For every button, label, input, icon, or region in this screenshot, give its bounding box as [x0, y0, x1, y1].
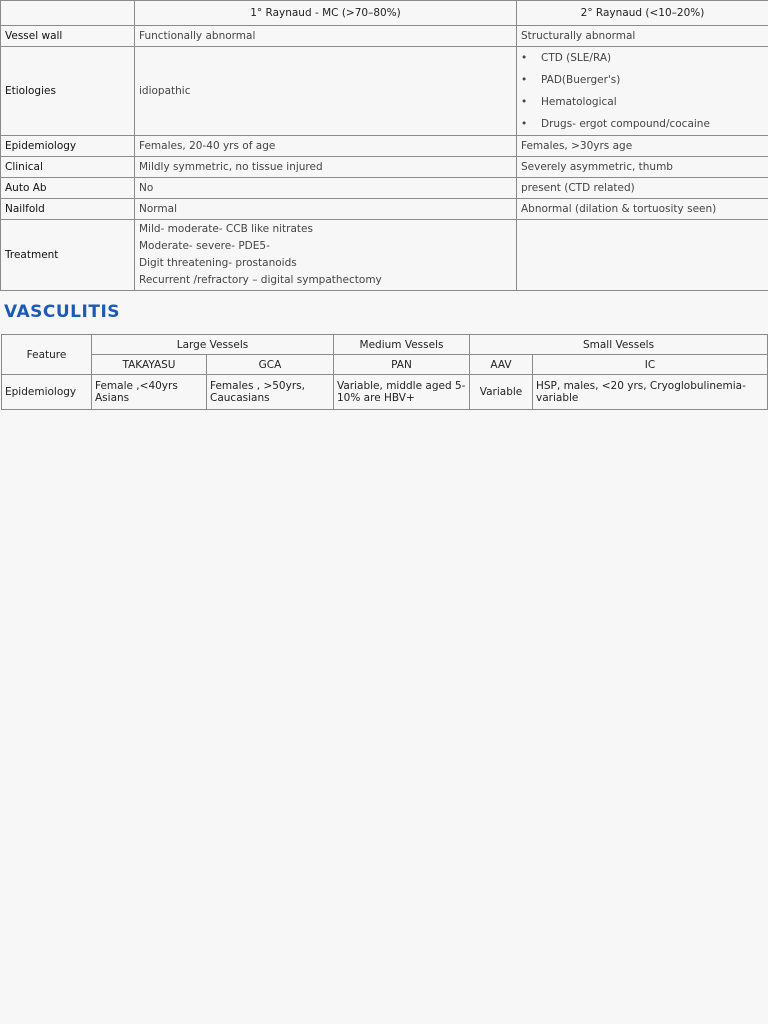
treatment-line: Mild- moderate- CCB like nitrates: [139, 223, 313, 235]
primary-cell: idiopathic: [135, 47, 517, 136]
aav-header: AAV: [470, 355, 533, 375]
secondary-cell: present (CTD related): [517, 178, 768, 199]
row-label: Nailfold: [1, 199, 135, 220]
row-label: Clinical: [1, 157, 135, 178]
secondary-cell: Severely asymmetric, thumb: [517, 157, 768, 178]
pan-header: PAN: [334, 355, 470, 375]
treatment-line: Digit threatening- prostanoids: [139, 257, 297, 269]
raynaud-corner: [1, 1, 135, 26]
primary-cell: [135, 220, 517, 291]
list-item: • CTD (SLE/RA): [521, 47, 764, 69]
secondary-cell: Abnormal (dilation & tortuosity seen): [517, 199, 768, 220]
row-label: Vessel wall: [1, 26, 135, 47]
raynaud-row-nailfold: [1, 199, 768, 220]
raynaud-table: [0, 0, 768, 291]
primary-cell: Functionally abnormal: [135, 26, 517, 47]
list-item: • PAD(Buerger's): [521, 69, 764, 91]
vasculitis-heading: VASCULITIS: [4, 302, 121, 322]
row-label: Etiologies: [1, 47, 135, 136]
feature-header: Feature: [2, 335, 92, 375]
primary-cell: Females, 20-40 yrs of age: [135, 136, 517, 157]
primary-cell: Mildly symmetric, no tissue injured: [135, 157, 517, 178]
ic-cell: HSP, males, <20 yrs, Cryoglobulinemia- variable: [533, 375, 768, 410]
gca-header: GCA: [207, 355, 334, 375]
secondary-cell: Females, >30yrs age: [517, 136, 768, 157]
takayasu-cell: Female ,<40yrs Asians: [92, 375, 207, 410]
raynaud-row-treatment: [1, 220, 768, 291]
secondary-cell: Structurally abnormal: [517, 26, 768, 47]
row-label: Treatment: [1, 220, 135, 291]
etiology-list: [521, 47, 764, 135]
raynaud-row-epidemiology: [1, 136, 768, 157]
raynaud-col-secondary: 2° Raynaud (<10–20%): [517, 1, 768, 26]
treatment-line: Recurrent /refractory – digital sympathectomy: [139, 274, 382, 286]
vasculitis-table: [1, 334, 768, 410]
ic-header: IC: [533, 355, 768, 375]
primary-cell: Normal: [135, 199, 517, 220]
takayasu-header: TAKAYASU: [92, 355, 207, 375]
row-label: Auto Ab: [1, 178, 135, 199]
large-vessels-header: Large Vessels: [92, 335, 334, 355]
aav-cell: Variable: [470, 375, 533, 410]
raynaud-row-auto-ab: [1, 178, 768, 199]
vas-row-epidemiology: [2, 375, 768, 410]
secondary-cell: [517, 47, 768, 136]
treatment-line: Moderate- severe- PDE5-: [139, 240, 270, 252]
medium-vessels-header: Medium Vessels: [334, 335, 470, 355]
list-item: • Drugs- ergot compound/cocaine: [521, 113, 764, 135]
raynaud-row-vessel-wall: [1, 26, 768, 47]
pan-cell: Variable, middle aged 5-10% are HBV+: [334, 375, 470, 410]
primary-cell: No: [135, 178, 517, 199]
small-vessels-header: Small Vessels: [470, 335, 768, 355]
raynaud-row-etiologies: [1, 47, 768, 136]
row-label: Epidemiology: [1, 136, 135, 157]
raynaud-col-primary: 1° Raynaud - MC (>70–80%): [135, 1, 517, 26]
row-label: Epidemiology: [2, 375, 92, 410]
secondary-cell: [517, 220, 768, 291]
gca-cell: Females , >50yrs, Caucasians: [207, 375, 334, 410]
list-item: • Hematological: [521, 91, 764, 113]
raynaud-row-clinical: [1, 157, 768, 178]
